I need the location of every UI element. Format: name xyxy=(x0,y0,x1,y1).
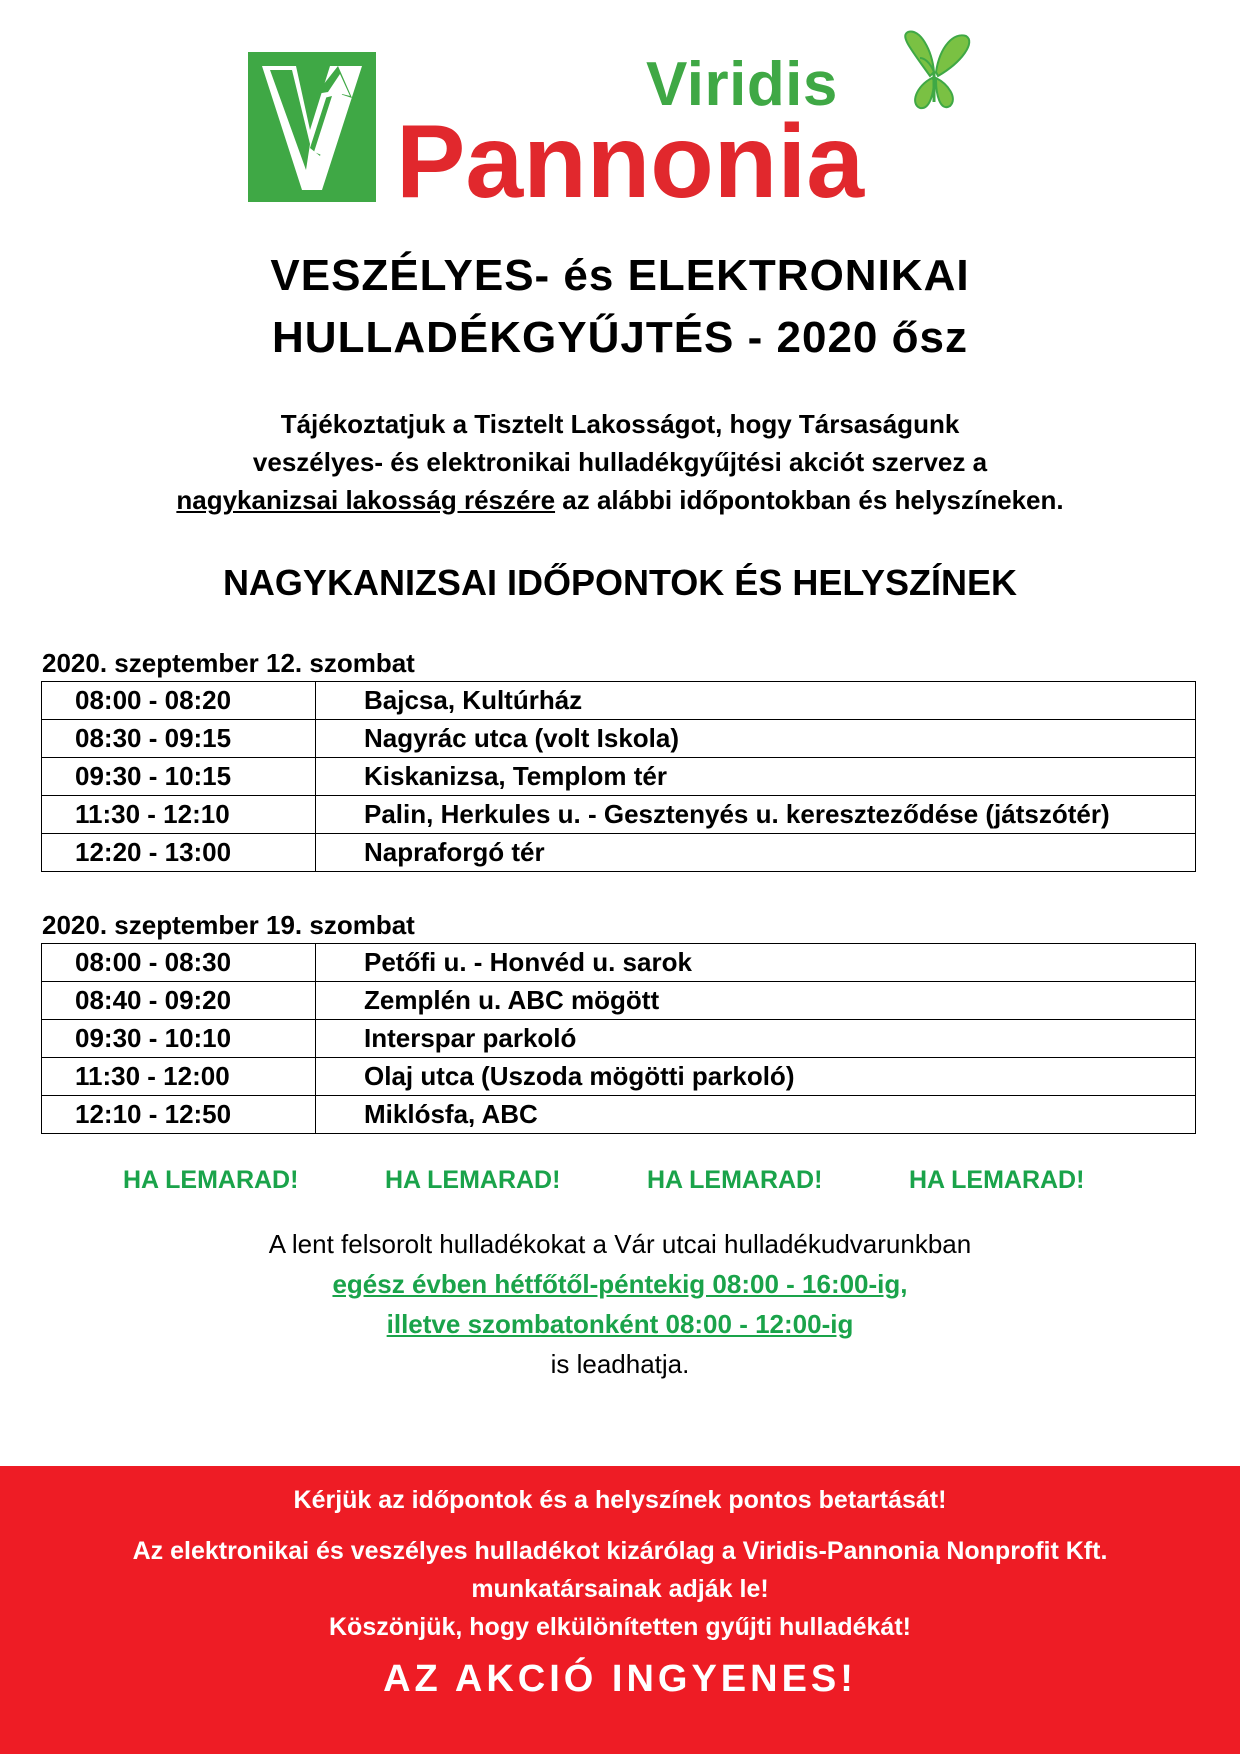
info-line-4: is leadhatja. xyxy=(550,1349,690,1379)
company-logo xyxy=(248,38,1008,220)
place-cell: Petőfi u. - Honvéd u. sarok xyxy=(316,944,1196,982)
time-cell: 08:00 - 08:20 xyxy=(42,682,316,720)
info-weekday-hours: egész évben hétfőtől-péntekig 08:00 - 16:00-ig, xyxy=(332,1269,908,1299)
place-cell: Palin, Herkules u. - Gesztenyés u. kereszteződése (játszótér) xyxy=(316,796,1196,834)
place-cell: Napraforgó tér xyxy=(316,834,1196,872)
time-cell: 08:00 - 08:30 xyxy=(42,944,316,982)
butterfly-icon xyxy=(890,28,976,118)
time-cell: 12:10 - 12:50 xyxy=(42,1096,316,1134)
intro-line-3 xyxy=(0,481,1240,519)
schedule-table-1 xyxy=(41,681,1196,872)
time-cell: 11:30 - 12:00 xyxy=(42,1058,316,1096)
place-cell: Olaj utca (Uszoda mögötti parkoló) xyxy=(316,1058,1196,1096)
table-row xyxy=(42,834,1196,872)
ha-lemarad-label: HA LEMARAD! xyxy=(385,1166,561,1194)
time-cell: 08:40 - 09:20 xyxy=(42,982,316,1020)
place-cell: Bajcsa, Kultúrház xyxy=(316,682,1196,720)
document-title xyxy=(0,245,1240,369)
info-line-1: A lent felsorolt hulladékokat a Vár utcai hulladékudvarunkban xyxy=(268,1229,972,1259)
table-row xyxy=(42,720,1196,758)
footer-line-1: Kérjük az időpontok és a helyszínek pontos betartását! xyxy=(293,1486,947,1514)
footer-line-4: Köszönjük, hogy elkülönítetten gyűjti hulladékát! xyxy=(329,1613,911,1641)
table-row xyxy=(42,944,1196,982)
time-cell: 11:30 - 12:10 xyxy=(42,796,316,834)
schedule-date-2: 2020. szeptember 19. szombat xyxy=(42,910,415,940)
ha-lemarad-label: HA LEMARAD! xyxy=(909,1166,1085,1194)
red-footer-banner xyxy=(0,1466,1240,1754)
place-cell: Interspar parkoló xyxy=(316,1020,1196,1058)
footer-line-2: Az elektronikai és veszélyes hulladékot kizárólag a Viridis-Pannonia Nonprofit Kft. xyxy=(132,1537,1108,1565)
place-cell: Miklósfa, ABC xyxy=(316,1096,1196,1134)
schedule-subtitle: NAGYKANIZSAI IDŐPONTOK ÉS HELYSZÍNEK xyxy=(222,562,1018,603)
schedule-date-1: 2020. szeptember 12. szombat xyxy=(42,648,415,678)
waste-yard-info xyxy=(0,1224,1240,1384)
intro-underlined-text: nagykanizsai lakosság részére xyxy=(176,485,556,515)
title-line-1: VESZÉLYES- és ELEKTRONIKAI xyxy=(270,251,970,300)
table-row xyxy=(42,1020,1196,1058)
place-cell: Kiskanizsa, Templom tér xyxy=(316,758,1196,796)
table-row xyxy=(42,796,1196,834)
logo-word-pannonia: Pannonia xyxy=(396,104,865,220)
v-arrow-logo-icon xyxy=(248,52,376,202)
intro-line-2: veszélyes- és elektronikai hulladékgyűjtési akciót szervez a xyxy=(252,447,988,477)
time-cell: 12:20 - 13:00 xyxy=(42,834,316,872)
table-row xyxy=(42,682,1196,720)
place-cell: Nagyrác utca (volt Iskola) xyxy=(316,720,1196,758)
schedule-table-2 xyxy=(41,943,1196,1134)
footer-line-3: munkatársainak adják le! xyxy=(471,1575,769,1603)
table-row xyxy=(42,982,1196,1020)
ha-lemarad-label: HA LEMARAD! xyxy=(123,1166,299,1194)
table-row xyxy=(42,1096,1196,1134)
table-row xyxy=(42,758,1196,796)
info-saturday-hours: illetve szombatonként 08:00 - 12:00-ig xyxy=(386,1309,854,1339)
intro-text xyxy=(0,405,1240,519)
title-line-2: HULLADÉKGYŰJTÉS - 2020 ősz xyxy=(272,313,968,362)
ha-lemarad-row xyxy=(0,1166,1240,1206)
table-row xyxy=(42,1058,1196,1096)
time-cell: 09:30 - 10:15 xyxy=(42,758,316,796)
ha-lemarad-label: HA LEMARAD! xyxy=(647,1166,823,1194)
time-cell: 08:30 - 09:15 xyxy=(42,720,316,758)
intro-line-1: Tájékoztatjuk a Tisztelt Lakosságot, hogy Társaságunk xyxy=(280,409,960,439)
intro-line-3-rest: az alábbi időpontokban és helyszíneken. xyxy=(555,485,1064,515)
free-action-notice: AZ AKCIÓ INGYENES! xyxy=(383,1658,857,1700)
logo-word-viridis: Viridis xyxy=(646,50,838,119)
time-cell: 09:30 - 10:10 xyxy=(42,1020,316,1058)
place-cell: Zemplén u. ABC mögött xyxy=(316,982,1196,1020)
